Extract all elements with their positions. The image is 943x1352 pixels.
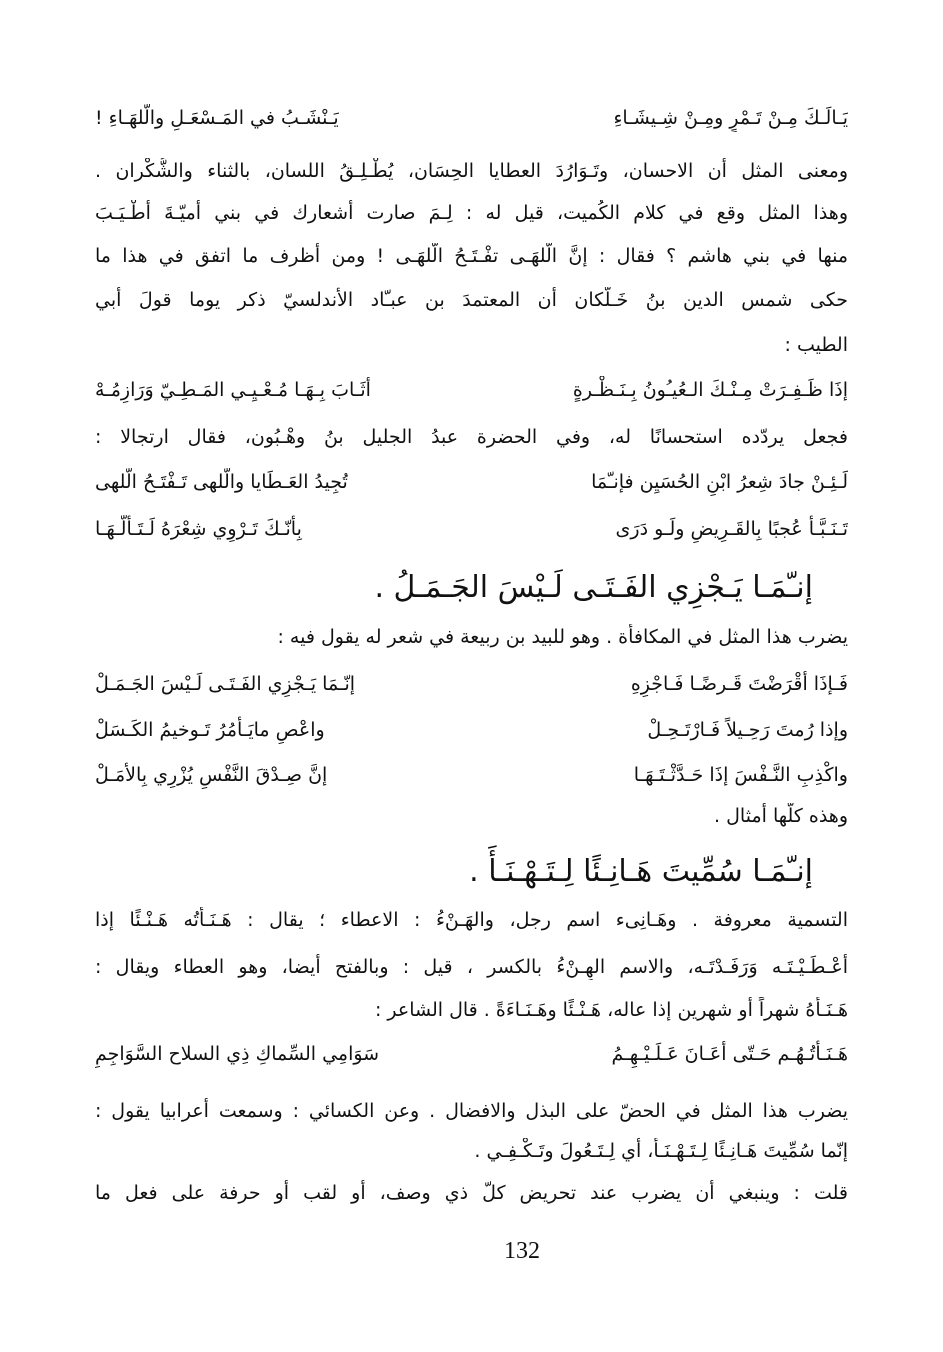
text-line: الطيب :	[784, 334, 848, 356]
verse-2	[95, 376, 848, 404]
verse-first-hemistich: لَـئِـنْ جادَ شِعرُ ابْنِ الحُسَيِن فإنـّمَا	[591, 471, 848, 493]
verse-second-hemistich: بِأنّـكَ تَـرْوِي شِعْرَهُ لَـتَـألّـهَـا	[95, 518, 302, 540]
verse-second-hemistich: أثَـابَ بِـهَـا مُـعْـيِـي المَـطِـيّ وَرَازِمُـهْ	[95, 379, 371, 401]
verse-6	[95, 716, 848, 744]
verse-7	[95, 761, 848, 789]
text-line: قلت : وينبغي أن يضرب عند تحريض كلّ ذي وصف، أو لقب أو حرفة على فعل ما	[95, 1182, 848, 1204]
text-line: يضرب هذا المثل في الحضّ على البذل والافضال . وعن الكسائي : وسمعت أعرابيا يقول :	[95, 1100, 848, 1122]
text-line: وهذا المثل وقع في كلام الكُميت، قيل له : لِـمَ صارت أشعارك في بني أميّـةَ أطْـيَـبَ	[95, 202, 848, 224]
verse-first-hemistich: وإذا رُمتَ رَحِـيلاً فَـارْتَـحِـلْ	[647, 719, 848, 741]
text-line: منها في بني هاشم ؟ فقال : إنَّ الّلهَـى تفْـتَـحُ الّلهَـى ! ومن أظرف ما اتفق في هذا ما	[95, 245, 848, 267]
verse-first-hemistich: تَـنَـبَّـأَ عُجبًا بِالقَـرِيضِ ولَـو دَرَى	[615, 518, 848, 540]
text-line: وهذه كلّها أمثال .	[714, 805, 848, 827]
verse-1	[95, 104, 848, 132]
verse-second-hemistich: واعْصِ مايَـأمُرُ تَـوخيمُ الكَـسَلْ	[95, 719, 325, 741]
proverb-heading: إنـّمَـا يَـجْزِي الفَـتَـى لَـيْسَ الجَـمَـلُ .	[374, 570, 813, 605]
text-line: هَـنَـأهُ شهراً أو شهرين إذا عاله، هَـنْـئًا وهَـنَـاءَةً . قال الشاعر :	[374, 999, 848, 1021]
text-line: حكى شمس الدين بنُ خَـلّكان أن المعتمدَ بن عبـّاد الأندلسيّ ذكر يوما قولَ أبي	[95, 289, 848, 311]
verse-first-hemistich: واكْذِبِ النَّـفْسَ إذَا حَـدَّثْـتَـهَـا	[633, 764, 848, 786]
text-line: إنّما سُمِّيتَ هَـانِـئًا لِـتَـهْـنَـأ، أي لِـتَـعُولَ وتَـكْـفِـي .	[474, 1140, 848, 1162]
verse-8	[95, 1040, 848, 1068]
verse-first-hemistich: يَـالَـكَ مِـنْ تَـمْرٍ ومِـنْ شِـيشَـاءِ	[613, 107, 848, 129]
text-line: أعْـطَـيْـتَـه وَرَفَـدْتَـه، والاسم الهِـنْءُ بالكسر ، قيل : وبالفتح أيضا، وهو العطاء ويقال :	[95, 956, 848, 978]
verse-3	[95, 468, 848, 496]
proverb-heading: إنـّمَـا سُمِّيتَ هَـانِـئًا لِـتَـهْـنَـأَ .	[469, 854, 813, 889]
verse-first-hemistich: إذَا ظَـفِـرَتْ مِـنْـكَ الـعُيـُونُ بِـنَـظْـرةٍ	[572, 379, 848, 401]
verse-first-hemistich: فَـإذَا أقْرَضْتَ قَـرضًـا فَـاجْزِهِ	[630, 673, 848, 695]
page-number: 132	[504, 1238, 540, 1264]
verse-4	[95, 515, 848, 543]
verse-first-hemistich: هَـنَـأتُـهُـم حَـتّى أعَـانَ عَـلَـيْـهِـمُ	[611, 1043, 848, 1065]
text-line: فجعل يردّده استحسانًا له، وفي الحضرة عبدُ الجليل بنُ وهْـبُون، فقال ارتجالا :	[95, 426, 848, 448]
verse-second-hemistich: إنَّ صِـدْقَ النَّفْسِ يُزْرِي بِالأمَـلْ	[95, 764, 328, 786]
text-line: التسمية معروفة . وهَـانِىء اسم رجل، والهَـنْءُ : الاعطاء ؛ يقال : هَـنَـأتُه هَـنْـئًا إذا	[95, 909, 848, 931]
verse-5	[95, 670, 848, 698]
text-line: يضرب هذا المثل في المكافأة . وهو للبيد بن ربيعة في شعر له يقول فيه :	[277, 626, 848, 648]
verse-second-hemistich: تُجِيدُ العَـطَايا والّلهى تَـفْتَـحُ الّلهى	[95, 471, 348, 493]
verse-second-hemistich: سَوَامِي السِّماكِ ذِي السلاح السَّوَاجِمِ	[95, 1043, 380, 1065]
verse-second-hemistich: يَـنْشَـبُ في المَـسْعَـلِ والّلهَـاءِ !	[95, 107, 339, 129]
text-line: ومعنى المثل أن الاحسان، وتَـوَارُدَ العطايا الحِسَان، يُطْـلِـقُ اللسان، بالثناء والشُّكْران .	[95, 160, 848, 182]
verse-second-hemistich: إنّـمَا يَـجْزِي الفَـتَـى لَـيْسَ الجَـمَـلْ	[95, 673, 356, 695]
